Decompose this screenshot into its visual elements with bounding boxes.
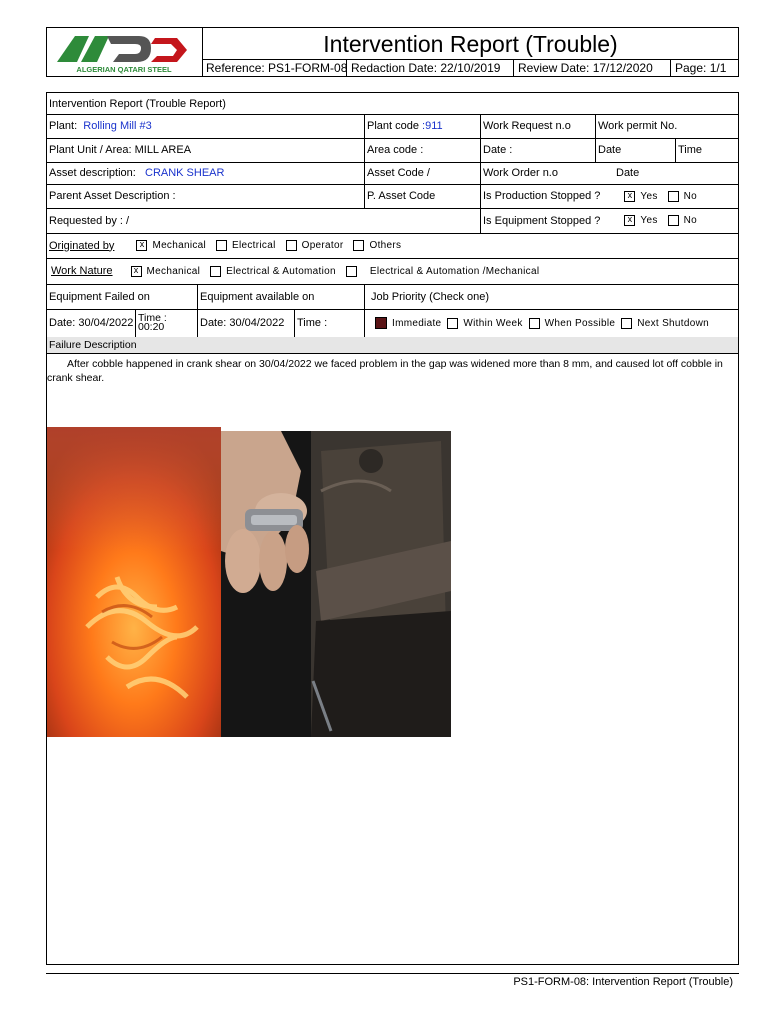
page-footer: PS1-FORM-08: Intervention Report (Trouble) xyxy=(513,976,733,988)
failure-description-label: Failure Description xyxy=(49,339,137,351)
company-logo xyxy=(47,28,203,76)
parent-asset-cell[interactable]: Parent Asset Description : xyxy=(47,184,365,208)
nature-electrical-checkbox[interactable] xyxy=(210,266,221,277)
job-priority-options xyxy=(365,309,738,337)
nature-elec-mech-label: Electrical & Automation /Mechanical xyxy=(369,265,540,277)
logo-text: ALGERIAN QATARI STEEL xyxy=(76,65,172,74)
orig-others-checkbox[interactable] xyxy=(353,240,364,251)
reference: Reference: PS1-FORM-08 xyxy=(202,60,347,77)
work-order-label: Work Order n.o xyxy=(483,167,558,179)
equipment-no-checkbox[interactable] xyxy=(668,215,679,226)
orig-electrical-checkbox[interactable] xyxy=(216,240,227,251)
originated-by-label: Originated by xyxy=(49,239,115,252)
nature-mechanical-label: Mechanical xyxy=(146,265,201,277)
failed-time-cell[interactable] xyxy=(136,309,198,337)
production-no-label: No xyxy=(683,190,698,202)
asset-row xyxy=(47,162,738,185)
failed-time-value: 00:20 xyxy=(138,321,165,333)
requested-by-row xyxy=(47,208,738,234)
plant-value[interactable]: Rolling Mill #3 xyxy=(83,120,152,132)
available-date-cell[interactable]: Date: 30/04/2022 xyxy=(198,309,295,337)
priority-immediate-label: Immediate xyxy=(392,317,442,329)
equipment-stopped-cell xyxy=(481,208,738,233)
time2-cell[interactable]: Time xyxy=(678,144,703,156)
nature-mechanical-checkbox[interactable] xyxy=(131,266,142,277)
requested-by-cell[interactable]: Requested by : / xyxy=(47,208,481,233)
equipment-dates-row xyxy=(47,309,738,338)
failure-description-text[interactable]: After cobble happened in crank shear on 30/04/2022 we faced problem in the gap was widened more than 8 mm, and caused lot off cobble in crank shear. xyxy=(47,358,723,384)
failed-time-label: Time : xyxy=(138,312,167,324)
orig-operator-label: Operator xyxy=(301,240,344,251)
orig-mechanical-label: Mechanical xyxy=(152,240,207,251)
equipment-yes-checkbox[interactable] xyxy=(624,215,635,226)
priority-within-week-label: Within Week xyxy=(463,317,523,329)
plant-row xyxy=(47,114,738,139)
priority-when-possible-checkbox[interactable] xyxy=(529,318,540,329)
plant-code-value[interactable]: :911 xyxy=(422,120,443,132)
crank-shear-gap-photo xyxy=(221,431,451,737)
hot-cobble-image xyxy=(47,427,221,737)
priority-within-week-checkbox[interactable] xyxy=(447,318,458,329)
nature-elec-mech-checkbox[interactable] xyxy=(346,266,357,277)
plant-cell xyxy=(47,114,365,138)
orig-others-label: Others xyxy=(369,240,402,251)
plant-label: Plant: xyxy=(49,120,78,132)
parent-asset-row xyxy=(47,184,738,209)
asset-desc-value[interactable]: CRANK SHEAR xyxy=(145,167,225,179)
failure-description-header xyxy=(47,337,738,354)
job-priority-header: Job Priority (Check one) xyxy=(371,290,489,303)
page-number: Page: 1/1 xyxy=(675,61,727,75)
work-permit-cell[interactable]: Work permit No. xyxy=(598,120,678,132)
orig-mechanical-checkbox[interactable] xyxy=(136,240,147,251)
asset-code-cell[interactable]: Asset Code / xyxy=(365,162,481,184)
area-code-cell[interactable]: Area code : xyxy=(365,138,481,162)
originated-by-cell xyxy=(47,233,738,258)
asset-desc-cell xyxy=(47,162,365,184)
production-yes-checkbox[interactable] xyxy=(624,191,635,202)
plant-unit-row xyxy=(47,138,738,163)
review-date: Review Date: 17/12/2020 xyxy=(514,60,671,77)
originated-by-row xyxy=(47,233,738,259)
date2-cell[interactable]: Date xyxy=(596,138,676,162)
priority-when-possible-label: When Possible xyxy=(544,317,616,329)
work-request-cell[interactable]: Work Request n.o xyxy=(481,114,596,138)
production-stopped-label: Is Production Stopped ? xyxy=(483,190,601,202)
plant-code-label: Plant code xyxy=(367,120,419,132)
form-header xyxy=(46,27,739,77)
equipment-yes-label: Yes xyxy=(640,215,658,226)
aqs-logo-icon xyxy=(47,28,202,76)
production-stopped-cell xyxy=(481,184,738,208)
priority-next-shutdown-checkbox[interactable] xyxy=(621,318,632,329)
redaction-date: Redaction Date: 22/10/2019 xyxy=(347,60,514,77)
footer-divider xyxy=(46,973,739,974)
available-time-cell[interactable]: Time : xyxy=(295,309,365,337)
date-cell[interactable]: Date : xyxy=(481,138,596,162)
equipment-header-row xyxy=(47,284,738,310)
p-asset-code-cell[interactable]: P. Asset Code xyxy=(365,184,481,208)
priority-next-shutdown-label: Next Shutdown xyxy=(637,317,709,329)
priority-immediate-checkbox[interactable] xyxy=(375,317,387,329)
asset-desc-label: Asset description: xyxy=(49,167,136,179)
equipment-stopped-label: Is Equipment Stopped ? xyxy=(483,214,601,227)
intervention-form xyxy=(46,92,739,965)
plant-unit-cell[interactable]: Plant Unit / Area: MILL AREA xyxy=(47,138,365,162)
nature-electrical-label: Electrical & Automation xyxy=(226,265,336,277)
equipment-failed-header: Equipment Failed on xyxy=(47,284,198,309)
production-yes-label: Yes xyxy=(640,190,658,202)
work-order-date: Date xyxy=(616,167,640,179)
crank-shear-gap-image xyxy=(221,431,451,737)
reference-row xyxy=(202,59,739,77)
work-nature-row xyxy=(47,258,738,285)
hot-cobble-photo xyxy=(47,427,221,737)
equipment-no-label: No xyxy=(683,215,698,226)
form-title-row xyxy=(47,93,738,115)
equipment-available-header: Equipment available on xyxy=(198,284,365,309)
work-order-cell xyxy=(481,162,738,184)
page-title: Intervention Report (Trouble) xyxy=(323,31,618,57)
production-no-checkbox[interactable] xyxy=(668,191,679,202)
failed-date-cell[interactable]: Date: 30/04/2022 xyxy=(47,309,136,337)
work-nature-cell xyxy=(47,258,738,284)
plant-code-cell xyxy=(365,114,481,138)
orig-electrical-label: Electrical xyxy=(232,240,276,251)
section-title: Intervention Report (Trouble Report) xyxy=(49,97,226,110)
orig-operator-checkbox[interactable] xyxy=(286,240,297,251)
work-nature-label: Work Nature xyxy=(51,265,113,277)
